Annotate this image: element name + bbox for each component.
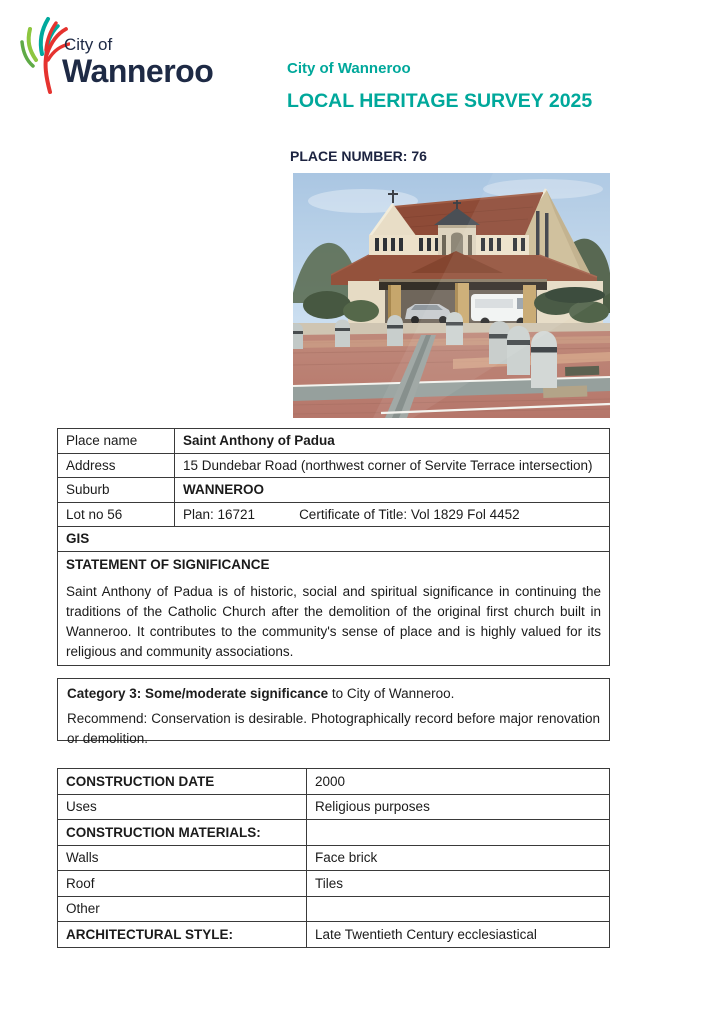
category-box: [57, 678, 610, 746]
document-title-line2: LOCAL HERITAGE SURVEY 2025: [287, 90, 593, 112]
row-value: Religious purposes: [307, 794, 610, 820]
table-row: [58, 896, 610, 922]
table-row: [58, 453, 610, 478]
row-label: CONSTRUCTION MATERIALS:: [58, 820, 307, 846]
row-value: Late Twentieth Century ecclesiastical: [307, 922, 610, 948]
row-value: Tiles: [307, 871, 610, 897]
recommendation-text: Recommend: Conservation is desirable. Photographically record before major renovation or demolition.: [67, 711, 600, 746]
table-row: [58, 551, 610, 666]
row-label: Suburb: [58, 478, 175, 503]
document-title-line1: City of Wanneroo: [287, 60, 411, 77]
place-number-heading: PLACE NUMBER: 76: [290, 148, 427, 164]
table-row: [58, 871, 610, 897]
table-row: [58, 478, 610, 503]
statement-heading: STATEMENT OF SIGNIFICANCE: [66, 556, 270, 572]
category-bold-text: Category 3: Some/moderate significance: [67, 686, 329, 701]
place-photo: [293, 173, 610, 418]
row-value: 15 Dundebar Road (northwest corner of Servite Terrace intersection): [175, 453, 610, 478]
row-value: [175, 502, 610, 527]
row-value: [307, 820, 610, 846]
category-regular-text: to City of Wanneroo.: [328, 686, 455, 701]
row-value: WANNEROO: [175, 478, 610, 503]
table-row: [58, 769, 610, 795]
place-details-table: [57, 428, 610, 666]
statement-of-significance-cell: [58, 551, 610, 666]
certificate-value: Certificate of Title: Vol 1829 Fol 4452: [299, 506, 520, 522]
logo-city-of-text: City of: [64, 35, 113, 54]
table-row: [58, 845, 610, 871]
row-value: 2000: [307, 769, 610, 795]
row-label: Uses: [58, 794, 307, 820]
row-label: CONSTRUCTION DATE: [58, 769, 307, 795]
row-label: Lot no 56: [58, 502, 175, 527]
table-row: [58, 922, 610, 948]
row-label: Walls: [58, 845, 307, 871]
row-value: Face brick: [307, 845, 610, 871]
row-label: Address: [58, 453, 175, 478]
table-row: [58, 502, 610, 527]
table-row: [58, 429, 610, 454]
table-row: [58, 794, 610, 820]
table-row: [58, 527, 610, 552]
plan-value: Plan: 16721: [183, 506, 256, 522]
category-line: [67, 685, 600, 702]
row-value: Saint Anthony of Padua: [175, 429, 610, 454]
row-value: [307, 896, 610, 922]
row-label: Roof: [58, 871, 307, 897]
statement-body: Saint Anthony of Padua is of historic, social and spiritual significance in continuing the traditions of the Catholic Church after the demolition of the original first church built in Wanneroo. It contributes to the community's sense of place and is highly valued for its religious and community associations.: [66, 584, 601, 659]
gis-row: GIS: [58, 527, 610, 552]
table-row: [58, 820, 610, 846]
row-label: Place name: [58, 429, 175, 454]
row-label: ARCHITECTURAL STYLE:: [58, 922, 307, 948]
construction-details-table: [57, 768, 610, 948]
row-label: Other: [58, 896, 307, 922]
city-of-wanneroo-logo: [8, 6, 268, 101]
logo-wanneroo-text: Wanneroo: [62, 53, 214, 89]
